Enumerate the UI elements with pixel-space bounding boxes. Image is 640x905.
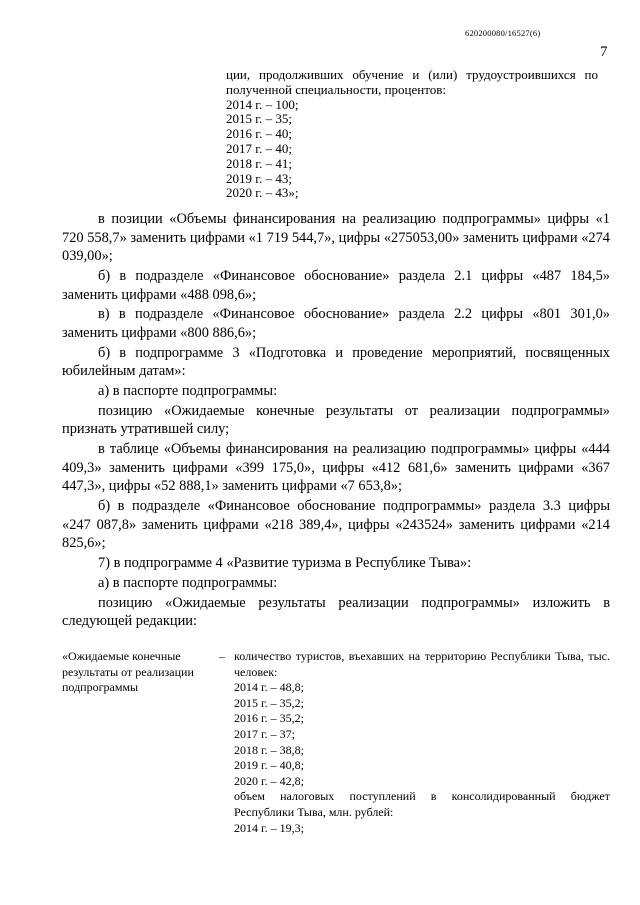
paragraph: в таблице «Объемы финансирования на реализацию подпрограммы» цифры «444 409,3» заменить цифрами «399 175,0», цифры «412 681,6» заменить цифрами «367 447,3», цифры «52 888,1» заменить цифрами «7 653,8»; [62, 441, 610, 495]
page-number: 7 [600, 44, 608, 60]
list-item: 2018 г. – 41; [226, 155, 292, 171]
list-item: 2020 г. – 43»; [226, 185, 299, 201]
list-item: 2019 г. – 43; [226, 170, 292, 186]
continuation-block [226, 68, 598, 201]
paragraph: б) в подразделе «Финансовое обоснование подпрограммы» раздела 3.3 цифры «247 087,8» заменить цифрами «218 389,4», цифры «243524» заменить цифрами «214 825,6»; [62, 498, 610, 552]
continuation-intro: ции, продолживших обучение и (или) трудоустроившихся по полученной специальности, процентов: [226, 67, 598, 97]
list-item: 2017 г. – 40; [226, 140, 292, 156]
list-item: 2018 г. – 38,8; [234, 742, 304, 757]
document-code: 620200080/16527(6) [465, 28, 541, 38]
list-item: 2014 г. – 48,8; [234, 680, 304, 695]
main-text [62, 210, 610, 632]
paragraph: в позиции «Объемы финансирования на реализацию подпрограммы» цифры «1 720 558,7» заменить цифрами «1 719 544,7», цифры «275053,00» заменить цифрами «274 039,00»; [62, 211, 610, 265]
paragraph: б) в подпрограмме 3 «Подготовка и проведение мероприятий, посвященных юбилейным датам»: [62, 344, 610, 380]
paragraph: позицию «Ожидаемые конечные результаты от реализации подпрограммы» признать утратившей силу; [62, 402, 610, 438]
list-item: 2014 г. – 100; [226, 96, 299, 112]
tourists-intro: количество туристов, въехавших на территорию Республики Тыва, тыс. человек: [234, 649, 610, 679]
list-item: 2015 г. – 35; [226, 111, 292, 127]
table-dash: – [219, 649, 225, 663]
year-list [226, 98, 598, 202]
list-item: 2020 г. – 42,8; [234, 773, 304, 788]
list-item: 2017 г. – 37; [234, 726, 295, 741]
list-item: 2016 г. – 40; [226, 126, 292, 142]
tax-intro: объем налоговых поступлений в консолидированный бюджет Республики Тыва, млн. рублей: [234, 789, 610, 819]
list-item: 2015 г. – 35,2; [234, 695, 304, 710]
paragraph: 7) в подпрограмме 4 «Развитие туризма в Республике Тыва»: [98, 555, 472, 572]
paragraph: а) в паспорте подпрограммы: [98, 383, 278, 400]
paragraph: б) в подразделе «Финансовое обоснование» раздела 2.1 цифры «487 184,5» заменить цифрами «488 098,6»; [62, 267, 610, 303]
list-item: 2014 г. – 19,3; [234, 820, 304, 835]
list-item: 2016 г. – 35,2; [234, 711, 304, 726]
list-item: 2019 г. – 40,8; [234, 758, 304, 773]
paragraph: в) в подразделе «Финансовое обоснование» раздела 2.2 цифры «801 301,0» заменить цифрами «800 886,6»; [62, 306, 610, 341]
paragraph: позицию «Ожидаемые результаты реализации подпрограммы» изложить в следующей редакции: [62, 594, 610, 630]
table-row-label: «Ожидаемые конечные результаты от реализации подпрограммы [62, 649, 194, 695]
paragraph: а) в паспорте подпрограммы: [98, 574, 278, 591]
table-row-value [234, 649, 610, 836]
